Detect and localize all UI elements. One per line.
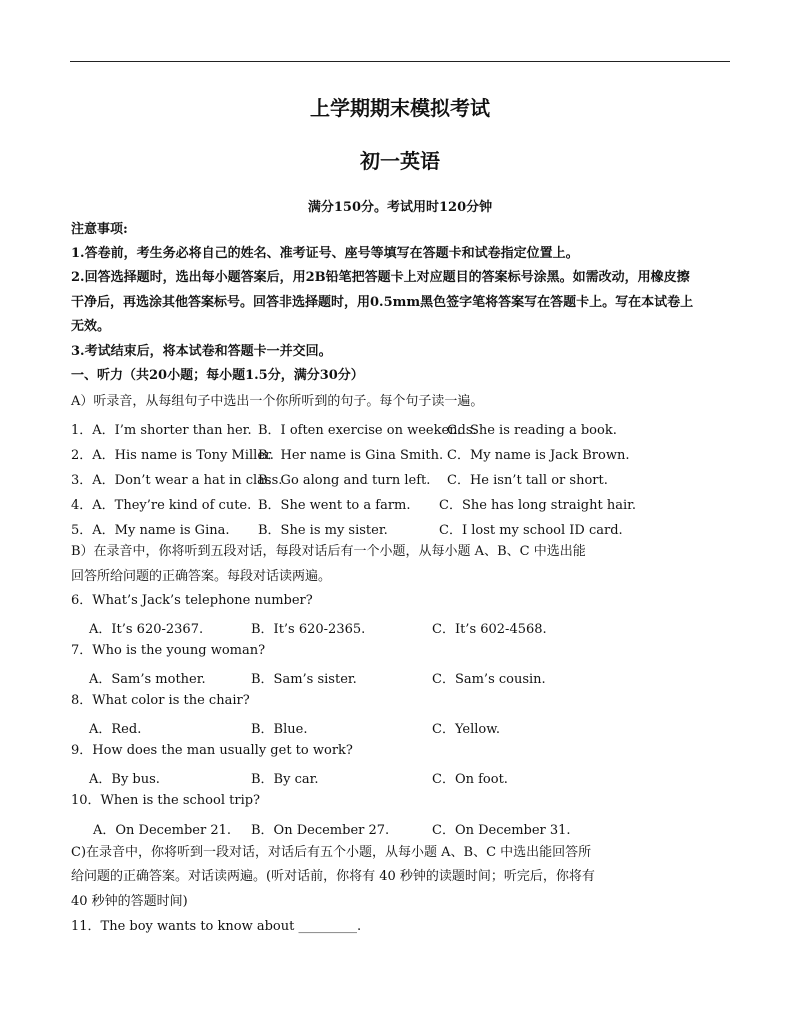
part-a-instructions: A）听录音，从每组句子中选出一个你所听到的句子。每个句子读一遍。 bbox=[71, 394, 484, 409]
option-c: C．She is reading a book. bbox=[447, 423, 617, 438]
option-b: B．On December 27. bbox=[251, 823, 390, 838]
question-6-options bbox=[89, 618, 749, 637]
question-1 bbox=[71, 419, 731, 438]
option-a: 3．A．Don’t wear a hat in class. bbox=[71, 473, 283, 488]
option-b: B．She went to a farm. bbox=[258, 498, 411, 513]
option-c: C．She has long straight hair. bbox=[439, 498, 637, 513]
part-c-instructions-2: 给问题的正确答案。对话读两遍。(听对话前，你将有 40 秒钟的读题时间；听完后，你将有 bbox=[71, 869, 595, 884]
question-10-stem: 10．When is the school trip? bbox=[71, 793, 261, 808]
option-b: B．By car. bbox=[251, 772, 319, 787]
question-7-stem: 7．Who is the young woman? bbox=[71, 643, 266, 658]
option-b: B．Go along and turn left. bbox=[258, 473, 431, 488]
question-6-stem: 6．What’s Jack’s telephone number? bbox=[71, 593, 313, 608]
option-a: A．By bus. bbox=[89, 772, 160, 787]
question-5 bbox=[71, 519, 731, 538]
exam-info: 满分150分。考试用时120分钟 bbox=[307, 200, 493, 215]
option-a: 4．A．They’re kind of cute. bbox=[71, 498, 252, 513]
note-2-line-3: 无效。 bbox=[71, 319, 111, 334]
question-9-stem: 9．How does the man usually get to work? bbox=[71, 743, 353, 758]
part-c-instructions-1: C)在录音中，你将听到一段对话，对话后有五个小题，从每小题 A、B、C 中选出能回答所 bbox=[71, 845, 592, 860]
exam-subject: 初一英语 bbox=[360, 149, 440, 173]
part-b-instructions-2: 回答所给问题的正确答案。每段对话读两遍。 bbox=[71, 569, 332, 584]
notes-heading: 注意事项: bbox=[71, 222, 128, 237]
option-a: 2．A．His name is Tony Miller. bbox=[71, 448, 274, 463]
option-b: B．She is my sister. bbox=[258, 523, 388, 538]
option-c: C．On December 31. bbox=[432, 823, 571, 838]
option-b: B．It’s 620-2365. bbox=[251, 622, 366, 637]
option-c: C．Yellow. bbox=[432, 722, 500, 737]
option-c: C．On foot. bbox=[432, 772, 508, 787]
option-a: 5．A．My name is Gina. bbox=[71, 523, 230, 538]
option-b: B．Her name is Gina Smith. bbox=[258, 448, 444, 463]
question-4 bbox=[71, 494, 731, 513]
option-c: C．My name is Jack Brown. bbox=[447, 448, 630, 463]
option-a: 1．A．I’m shorter than her. bbox=[71, 423, 252, 438]
option-c: C．Sam’s cousin. bbox=[432, 672, 546, 687]
question-2 bbox=[71, 444, 731, 463]
option-a: A．Sam’s mother. bbox=[89, 672, 206, 687]
note-2-line-2: 干净后，再选涂其他答案标号。回答非选择题时，用0.5mm黑色签字笔将答案写在答题卡上。写在本试卷上 bbox=[71, 295, 694, 310]
option-b: B．I often exercise on weekends. bbox=[258, 423, 477, 438]
note-1: 1.答卷前，考生务必将自己的姓名、准考证号、座号等填写在答题卡和试卷指定位置上。 bbox=[71, 246, 579, 261]
option-c: C．He isn’t tall or short. bbox=[447, 473, 608, 488]
part-b-instructions-1: B）在录音中，你将听到五段对话，每段对话后有一个小题，从每小题 A、B、C 中选出能 bbox=[71, 544, 586, 559]
exam-title: 上学期期末模拟考试 bbox=[310, 96, 490, 120]
question-8-options bbox=[89, 718, 749, 737]
note-3: 3.考试结束后，将本试卷和答题卡一并交回。 bbox=[71, 344, 332, 359]
option-c: C．It’s 602-4568. bbox=[432, 622, 547, 637]
question-7-options bbox=[89, 668, 749, 687]
part-c-instructions-3: 40 秒钟的答题时间) bbox=[71, 894, 188, 909]
question-10-options bbox=[93, 819, 753, 838]
option-a: A．It’s 620-2367. bbox=[89, 622, 204, 637]
note-2-line-1: 2.回答选择题时，选出每小题答案后，用2B铅笔把答题卡上对应题目的答案标号涂黑。如需改动，用橡皮擦 bbox=[71, 270, 690, 285]
question-11-stem: 11．The boy wants to know about _________. bbox=[71, 919, 362, 934]
question-9-options bbox=[89, 768, 749, 787]
option-b: B．Sam’s sister. bbox=[251, 672, 357, 687]
option-a: A．Red. bbox=[89, 722, 142, 737]
question-8-stem: 8．What color is the chair? bbox=[71, 693, 250, 708]
option-b: B．Blue. bbox=[251, 722, 308, 737]
section-heading: 一、听力（共20小题；每小题1.5分，满分30分） bbox=[71, 368, 364, 383]
option-a: A．On December 21. bbox=[93, 823, 232, 838]
question-3 bbox=[71, 469, 731, 488]
option-c: C．I lost my school ID card. bbox=[439, 523, 623, 538]
header-rule bbox=[70, 61, 730, 62]
